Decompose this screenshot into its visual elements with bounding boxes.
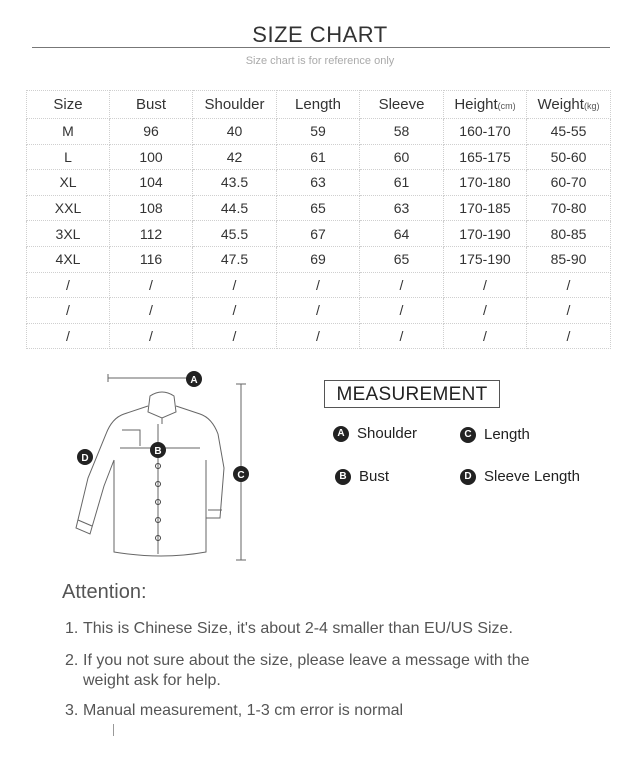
table-cell: 67	[277, 221, 360, 247]
table-cell: XL	[27, 170, 110, 196]
table-cell: 104	[110, 170, 193, 196]
table-cell: 65	[277, 195, 360, 221]
table-cell: 160-170	[444, 119, 527, 145]
table-cell: 45.5	[193, 221, 277, 247]
table-cell: /	[277, 323, 360, 349]
legend-bust	[335, 468, 389, 485]
table-row	[27, 221, 611, 247]
legend-label: Length	[484, 426, 530, 443]
table-cell: XXL	[27, 195, 110, 221]
table-cell: /	[277, 272, 360, 298]
table-cell: 44.5	[193, 195, 277, 221]
badge-c-icon: C	[460, 427, 476, 443]
marker-c-icon	[233, 466, 249, 482]
table-cell: /	[110, 323, 193, 349]
page-subtitle: Size chart is for reference only	[245, 55, 395, 67]
table-cell: /	[110, 272, 193, 298]
marker-b-icon	[150, 442, 166, 458]
legend-label: Sleeve Length	[484, 468, 580, 485]
table-cell: 43.5	[193, 170, 277, 196]
page-title: SIZE CHART	[252, 22, 388, 47]
table-cell: 61	[360, 170, 444, 196]
table-cell: /	[444, 323, 527, 349]
marker-d-icon	[77, 449, 93, 465]
marker-a-icon	[186, 371, 202, 387]
table-cell: 80-85	[527, 221, 611, 247]
svg-text:C: C	[237, 470, 245, 481]
column-header: Shoulder	[193, 91, 277, 119]
table-cell: /	[193, 323, 277, 349]
table-cell: 170-190	[444, 221, 527, 247]
table-cell: /	[27, 272, 110, 298]
table-cell: /	[527, 272, 611, 298]
column-header: Sleeve	[360, 91, 444, 119]
table-row	[27, 119, 611, 145]
table-cell: /	[360, 323, 444, 349]
table-cell: 50-60	[527, 144, 611, 170]
table-cell: 47.5	[193, 246, 277, 272]
svg-text:B: B	[154, 446, 162, 457]
measurement-heading: MEASUREMENT	[324, 380, 500, 408]
table-cell: M	[27, 119, 110, 145]
table-cell: /	[27, 323, 110, 349]
title-divider	[32, 47, 610, 48]
table-row	[27, 246, 611, 272]
legend-shoulder	[333, 425, 417, 442]
table-cell: 170-180	[444, 170, 527, 196]
table-cell: /	[444, 298, 527, 324]
badge-a-icon: A	[333, 426, 349, 442]
note-1: 1. This is Chinese Size, it's about 2-4 smaller than EU/US Size.	[65, 620, 513, 637]
table-row	[27, 144, 611, 170]
table-row	[27, 195, 611, 221]
table-row	[27, 298, 611, 324]
table-cell: /	[193, 298, 277, 324]
table-cell: 175-190	[444, 246, 527, 272]
note-3: 3. Manual measurement, 1-3 cm error is normal	[65, 702, 404, 719]
table-cell: 63	[277, 170, 360, 196]
table-cell: /	[360, 298, 444, 324]
legend-length	[460, 426, 530, 443]
legend-label: Shoulder	[357, 425, 418, 442]
table-cell: /	[193, 272, 277, 298]
legend-sleeve-length	[460, 468, 580, 485]
legend-label: Bust	[359, 468, 390, 485]
svg-text:D: D	[81, 453, 89, 464]
table-cell: 112	[110, 221, 193, 247]
table-cell: 96	[110, 119, 193, 145]
column-header: Height(cm)	[444, 91, 527, 119]
table-cell: 69	[277, 246, 360, 272]
table-cell: /	[360, 272, 444, 298]
table-cell: 61	[277, 144, 360, 170]
column-header: Bust	[110, 91, 193, 119]
table-cell: 45-55	[527, 119, 611, 145]
svg-text:A: A	[190, 375, 198, 386]
attention-heading: Attention:	[62, 581, 147, 603]
column-header: Length	[277, 91, 360, 119]
table-cell: 85-90	[527, 246, 611, 272]
badge-d-icon: D	[460, 469, 476, 485]
table-cell: 58	[360, 119, 444, 145]
table-cell: 100	[110, 144, 193, 170]
table-cell: /	[444, 272, 527, 298]
table-cell: /	[277, 298, 360, 324]
column-header: Weight(kg)	[527, 91, 611, 119]
table-cell: 42	[193, 144, 277, 170]
table-row	[27, 170, 611, 196]
table-cell: 60	[360, 144, 444, 170]
table-cell: 59	[277, 119, 360, 145]
table-cell: 4XL	[27, 246, 110, 272]
table-cell: 60-70	[527, 170, 611, 196]
table-cell: 3XL	[27, 221, 110, 247]
table-cell: 64	[360, 221, 444, 247]
note-2: 2. If you not sure about the size, please leave a message with the weight ask for help.	[65, 652, 530, 689]
table-cell: 108	[110, 195, 193, 221]
table-row	[27, 323, 611, 349]
table-cell: /	[110, 298, 193, 324]
column-header: Size	[27, 91, 110, 119]
table-header-row	[27, 91, 611, 119]
table-cell: /	[527, 298, 611, 324]
table-row	[27, 272, 611, 298]
table-cell: 116	[110, 246, 193, 272]
table-cell: L	[27, 144, 110, 170]
table-cell: /	[27, 298, 110, 324]
table-cell: 170-185	[444, 195, 527, 221]
table-cell: 70-80	[527, 195, 611, 221]
text-cursor	[113, 724, 114, 736]
table-cell: 63	[360, 195, 444, 221]
table-cell: /	[527, 323, 611, 349]
size-table	[26, 90, 611, 349]
table-cell: 40	[193, 119, 277, 145]
table-cell: 165-175	[444, 144, 527, 170]
badge-b-icon: B	[335, 469, 351, 485]
shirt-diagram	[70, 368, 270, 568]
table-cell: 65	[360, 246, 444, 272]
